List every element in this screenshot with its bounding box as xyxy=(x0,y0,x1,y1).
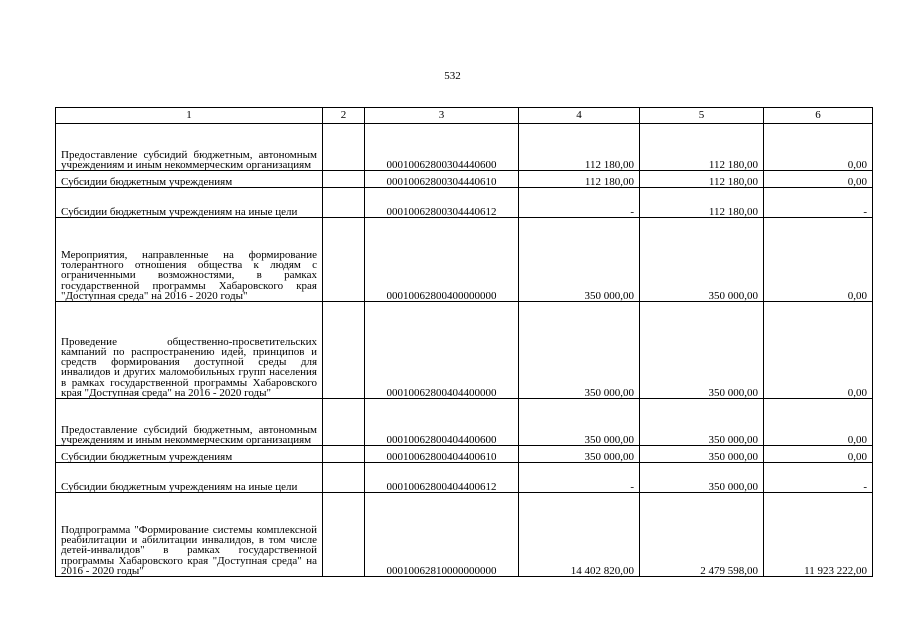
column-header-5: 5 xyxy=(640,108,764,124)
row-value-5: 350 000,00 xyxy=(640,218,764,302)
table-row xyxy=(56,218,873,302)
row-value-5: 112 180,00 xyxy=(640,188,764,218)
row-value-4: 112 180,00 xyxy=(519,124,640,171)
row-value-5: 350 000,00 xyxy=(640,399,764,446)
row-col2 xyxy=(323,463,365,493)
row-value-5: 350 000,00 xyxy=(640,446,764,463)
row-col2 xyxy=(323,302,365,399)
row-value-5: 2 479 598,00 xyxy=(640,493,764,577)
page-number: 532 xyxy=(444,70,461,82)
row-col2 xyxy=(323,493,365,577)
table-row xyxy=(56,446,873,463)
row-description: Мероприятия, направленные на формирование толерантного отношения общества к людям с ограниченными возможностями, в рамках государственной программы Хабаровского края "Доступная среда" на 2016 - 2020 годы" xyxy=(56,218,323,302)
column-header-2: 2 xyxy=(323,108,365,124)
row-code: 00010062800404400600 xyxy=(365,399,519,446)
row-value-6: 0,00 xyxy=(764,218,873,302)
row-code: 00010062800304440612 xyxy=(365,188,519,218)
row-value-6: 0,00 xyxy=(764,302,873,399)
column-header-3: 3 xyxy=(365,108,519,124)
row-description: Субсидии бюджетным учреждениям на иные цели xyxy=(56,188,323,218)
row-value-5: 112 180,00 xyxy=(640,171,764,188)
table-row xyxy=(56,124,873,171)
column-header-4: 4 xyxy=(519,108,640,124)
row-value-6: 0,00 xyxy=(764,446,873,463)
row-value-5: 350 000,00 xyxy=(640,463,764,493)
row-col2 xyxy=(323,188,365,218)
row-value-6: - xyxy=(764,463,873,493)
table-row xyxy=(56,171,873,188)
row-value-6: 0,00 xyxy=(764,171,873,188)
row-value-6: 11 923 222,00 xyxy=(764,493,873,577)
row-value-4: - xyxy=(519,188,640,218)
table-row xyxy=(56,493,873,577)
row-code: 00010062800404400612 xyxy=(365,463,519,493)
row-code: 00010062800404400610 xyxy=(365,446,519,463)
row-description: Субсидии бюджетным учреждениям xyxy=(56,446,323,463)
row-description: Подпрограмма "Формирование системы комплексной реабилитации и абилитации инвалидов, в том числе детей-инвалидов" в рамках государственной программы Хабаровского края "Доступная среда" на 2016 - 2020 годы" xyxy=(56,493,323,577)
row-value-4: 350 000,00 xyxy=(519,399,640,446)
row-col2 xyxy=(323,171,365,188)
row-value-4: - xyxy=(519,463,640,493)
row-code: 00010062800404400000 xyxy=(365,302,519,399)
row-col2 xyxy=(323,446,365,463)
row-value-6: 0,00 xyxy=(764,399,873,446)
table-header-row xyxy=(56,108,873,124)
budget-table xyxy=(55,107,873,577)
row-value-4: 14 402 820,00 xyxy=(519,493,640,577)
row-value-6: 0,00 xyxy=(764,124,873,171)
row-value-5: 112 180,00 xyxy=(640,124,764,171)
row-description: Предоставление субсидий бюджетным, автономным учреждениям и иным некоммерческим организациям xyxy=(56,399,323,446)
row-value-4: 350 000,00 xyxy=(519,302,640,399)
row-value-6: - xyxy=(764,188,873,218)
row-description: Проведение общественно-просветительских кампаний по распространению идей, принципов и средств формирования доступной среды для инвалидов и других маломобильных групп населения в рамках государственной программы Хабаровского края "Доступная среда" на 2016 - 2020 годы" xyxy=(56,302,323,399)
table-row xyxy=(56,399,873,446)
row-code: 00010062800304440610 xyxy=(365,171,519,188)
column-header-1: 1 xyxy=(56,108,323,124)
row-col2 xyxy=(323,124,365,171)
column-header-6: 6 xyxy=(764,108,873,124)
row-value-4: 112 180,00 xyxy=(519,171,640,188)
row-code: 00010062800304440600 xyxy=(365,124,519,171)
row-col2 xyxy=(323,218,365,302)
row-description: Субсидии бюджетным учреждениям xyxy=(56,171,323,188)
row-code: 00010062810000000000 xyxy=(365,493,519,577)
table-row xyxy=(56,302,873,399)
row-value-5: 350 000,00 xyxy=(640,302,764,399)
table-row xyxy=(56,463,873,493)
row-value-4: 350 000,00 xyxy=(519,446,640,463)
row-description: Предоставление субсидий бюджетным, автономным учреждениям и иным некоммерческим организациям xyxy=(56,124,323,171)
table-row xyxy=(56,188,873,218)
row-value-4: 350 000,00 xyxy=(519,218,640,302)
row-code: 00010062800400000000 xyxy=(365,218,519,302)
row-description: Субсидии бюджетным учреждениям на иные цели xyxy=(56,463,323,493)
row-col2 xyxy=(323,399,365,446)
